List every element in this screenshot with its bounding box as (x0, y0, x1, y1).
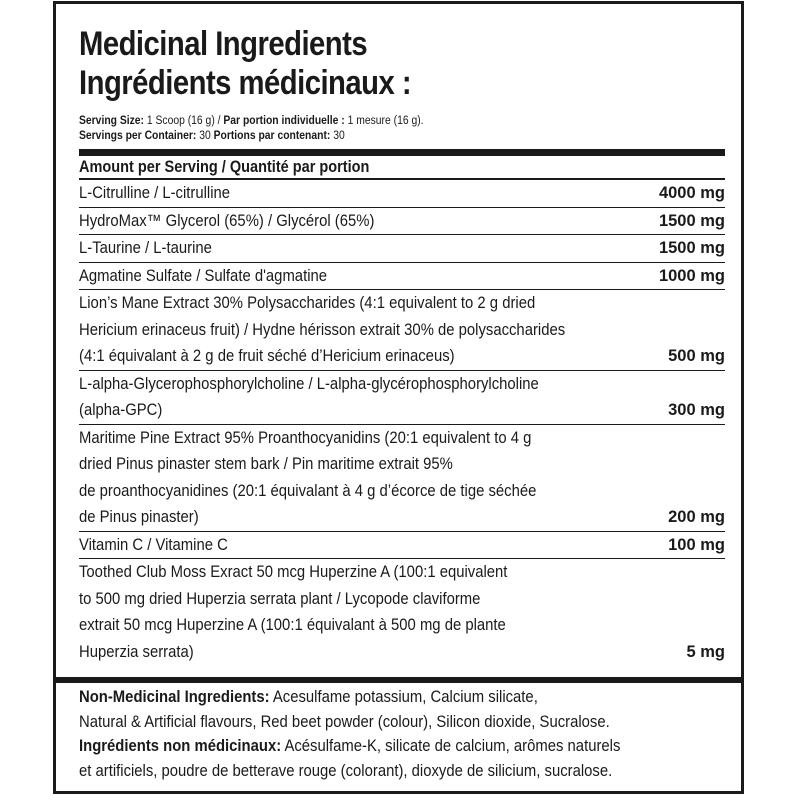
serving-size-label-fr: Par portion individuelle : (223, 115, 345, 127)
non-medicinal-text-en-1: Acesulfame potassium, Calcium silicate, (269, 688, 538, 706)
serving-size-line (79, 114, 660, 129)
ingredient-name-line: extrait 50 mcg Huperzine A (100:1 équivalant à 500 mg de plante (79, 616, 506, 634)
ingredient-amount: 100 mg (668, 535, 725, 554)
ingredient-name-line: Toothed Club Moss Exract 50 mcg Huperzine A (100:1 equivalent (79, 563, 508, 581)
non-medicinal-text (56, 683, 741, 783)
ingredient-row (79, 532, 725, 560)
ingredient-row (79, 290, 725, 371)
container-label-en: Servings per Container: (79, 130, 197, 142)
title-french: Ingrédients médicinaux : (79, 64, 412, 102)
ingredient-amount: 200 mg (668, 508, 725, 526)
ingredient-name-line: Huperzia serrata) (79, 642, 194, 661)
ingredient-row (79, 371, 725, 425)
ingredient-amount: 300 mg (668, 401, 725, 419)
ingredients-panel (53, 1, 744, 794)
non-medicinal-line: et artificiels, poudre de betterave rouge (colorant), dioxyde de silicium, sucralose. (79, 761, 613, 780)
ingredient-amount: 4000 mg (658, 184, 725, 202)
container-value-en: 30 (196, 130, 214, 142)
ingredient-name-line: to 500 mg dried Huperzia serrata plant / Lycopode claviforme (79, 589, 481, 608)
ingredient-name-line: de proanthocyanidines (20:1 équivalant à 4 g d’écorce de tige séchée (79, 481, 537, 500)
ingredient-amount: 1500 mg (658, 211, 725, 230)
non-medicinal-label-en: Non-Medicinal Ingredients: (79, 688, 270, 706)
ingredient-name-line: L-Citrulline / L-citrulline (79, 184, 231, 202)
non-medicinal-label-fr: Ingrédients non médicinaux: (79, 737, 282, 755)
ingredient-row (79, 235, 725, 263)
ingredient-name (79, 263, 327, 290)
ingredient-name-line: (alpha-GPC) (79, 401, 163, 419)
serving-info (79, 114, 660, 144)
ingredient-name (79, 235, 212, 262)
amount-per-serving-header: Amount per Serving / Quantité par portion (79, 158, 370, 176)
ingredient-name-line: L-alpha-Glycerophosphorylcholine / L-alpha-glycérophosphorylcholine (79, 374, 539, 393)
non-medicinal-line (79, 685, 675, 710)
container-label-fr: Portions par contenant: (213, 130, 331, 142)
container-value-fr: 30 (330, 130, 345, 142)
ingredient-name-line: Vitamin C / Vitamine C (79, 535, 228, 554)
ingredient-name-line: Maritime Pine Extract 95% Proanthocyanidins (20:1 equivalent to 4 g (79, 428, 532, 447)
ingredient-name-line: L-Taurine / L-taurine (79, 239, 212, 257)
panel-content (79, 4, 725, 791)
ingredient-amount: 5 mg (686, 642, 725, 661)
ingredient-name (79, 290, 565, 370)
non-medicinal-text-fr-1: Acésulfame-K, silicate de calcium, arômes naturels (281, 737, 621, 755)
ingredient-row (79, 425, 725, 532)
ingredient-row (79, 559, 725, 665)
ingredient-row (79, 180, 725, 208)
ingredient-name (79, 559, 507, 665)
servings-per-container-line (79, 129, 660, 144)
ingredient-name-line: dried Pinus pinaster stem bark / Pin maritime extrait 95% (79, 455, 453, 473)
ingredient-name-line: Hericium erinaceus fruit) / Hydne hérisson extrait 30% de polysaccharides (79, 320, 566, 339)
ingredient-list (79, 180, 725, 665)
ingredient-amount: 1500 mg (658, 239, 725, 257)
title-english: Medicinal Ingredients (79, 25, 368, 63)
ingredient-name-line: Agmatine Sulfate / Sulfate d'agmatine (79, 266, 328, 285)
non-medicinal-line: Natural & Artificial flavours, Red beet powder (colour), Silicon dioxide, Sucralose. (79, 712, 610, 731)
ingredient-name-line: de Pinus pinaster) (79, 508, 199, 526)
ingredient-name (79, 180, 230, 207)
ingredient-name (79, 208, 374, 235)
serving-size-value-fr: 1 mesure (16 g). (344, 115, 424, 127)
serving-size-label-en: Serving Size: (79, 115, 144, 127)
serving-size-value-en: 1 Scoop (16 g) / (143, 115, 224, 127)
ingredient-amount: 1000 mg (658, 266, 725, 285)
ingredient-row (79, 208, 725, 236)
ingredient-amount: 500 mg (668, 347, 725, 365)
ingredient-name (79, 371, 539, 424)
ingredient-row (79, 263, 725, 291)
non-medicinal-line (79, 734, 675, 759)
thick-divider (79, 149, 725, 156)
ingredient-name-line: HydroMax™ Glycerol (65%) / Glycérol (65%) (79, 211, 375, 230)
ingredient-name-line: (4:1 équivalant à 2 g de fruit séché d’Hericium erinaceus) (79, 347, 455, 365)
non-medicinal-section (56, 677, 741, 783)
ingredient-name-line: Lion’s Mane Extract 30% Polysaccharides (4:1 equivalent to 2 g dried (79, 294, 536, 312)
ingredient-name (79, 532, 228, 559)
ingredient-name (79, 425, 536, 531)
